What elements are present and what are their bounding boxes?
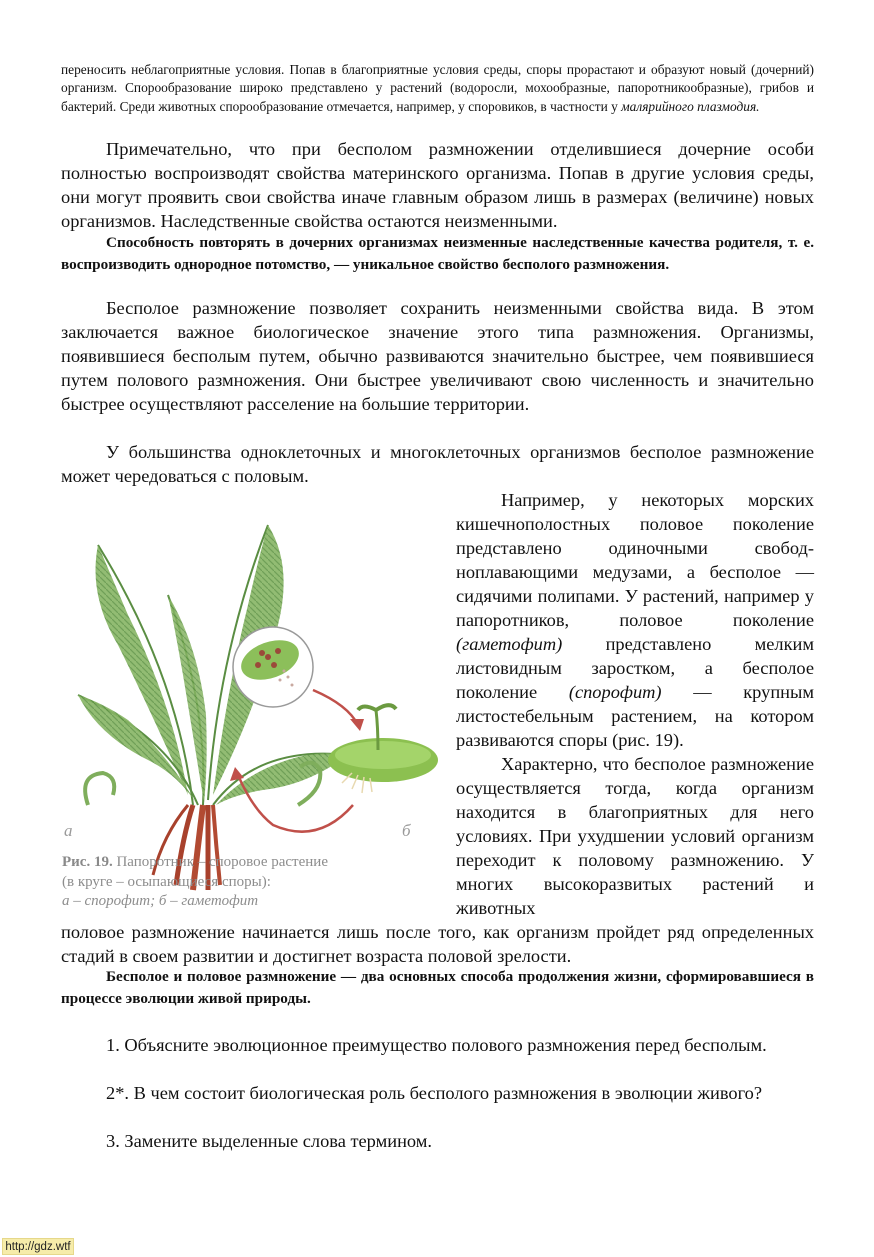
example-text-1: Например, у некоторых морских кишечнополостных половое поколение представлено одиночными свободноплавающими медузами, а бесполое — сидячими полипами. У растений, например у папоротников, половое поколение	[456, 490, 814, 630]
intro-paragraph	[61, 61, 814, 116]
alternation-paragraph: У большинства одноклеточных и многоклеточных организмов бесполое размножение может чередоваться с половым.	[61, 442, 814, 486]
caption-line-1: Папоротник – споровое растение	[112, 854, 328, 870]
spore-circle	[233, 627, 313, 707]
question-2: 2*. В чем состоит биологическая роль бесполого размножения в эволюции живого?	[106, 1083, 763, 1103]
heredity-paragraph: Примечательно, что при бесполом размножении отделившиеся дочерние особи полностью воспроизводят свойства материнского организма. Попав в другие условия среды, они могут проявить свои свойства иначе главным образом лишь в размерах (величине) новых организмов. Наследственные свойства остаются неизменными.	[61, 139, 814, 231]
question-1: 1. Объясните эволюционное преимущество полового размножения перед бесполым.	[106, 1035, 767, 1055]
bold-conclusion: Бесполое и половое размножение — два основных способа продолжения жизни, сформировавшиеся в процессе эволюции живой природы.	[61, 968, 814, 1007]
figure-label-b: б	[402, 821, 411, 840]
intro-italic-term: малярийного плазмодия.	[621, 98, 760, 114]
conditions-paragraph-full: половое размножение начинается лишь после того, как организм пройдет ряд определенных стадий в своем развитии и достигнет возраста половой зрелости.	[61, 922, 814, 966]
term-sporophyte: (спорофит)	[568, 682, 662, 702]
conditions-paragraph-right: Характерно, что бесполое размножение осуществляется тогда, когда организм находится в благоприятных для него условиях. При ухудшении условий организм переходит к половому размножению. У многих высокоразвитых растений и животных	[456, 754, 814, 918]
bold-definition: Способность повторять в дочерних организмах неизменные наследственные качества родителя, т. е. воспроизводить однородное потомство, — уникальное свойство бесполого размножения.	[61, 234, 814, 273]
caption-line-2: (в круге – осыпающиеся споры):	[62, 873, 271, 890]
significance-paragraph: Бесполое размножение позволяет сохранить неизменными свойства вида. В этом заключается важное биологическое значение этого типа размножения. Организмы, появившиеся бесполым путем, обычно развиваются значительно быстрее, чем появившиеся путем полового размножения. Они быстрее увеличивают свою численность и значительно быстрее осуществляют расселение на большие территории.	[61, 298, 814, 414]
figure-caption	[62, 853, 440, 912]
source-link[interactable]: http://gdz.wtf	[2, 1238, 74, 1255]
question-3: 3. Замените выделенные слова термином.	[106, 1131, 433, 1151]
gametophyte	[328, 705, 438, 793]
caption-line-3: а – спорофит; б – гаметофит	[62, 893, 259, 909]
example-text-2: представлено мелким листовидным заростком, а бесполое поколение	[456, 634, 814, 702]
term-gametophyte: (гаметофит)	[456, 634, 563, 654]
intro-text: переносить неблагоприятные условия. Попав в благоприятные условия среды, споры прорастают и образуют новый (дочерний) организм. Спорообразование широко представлено у растений (водоросли, мохообразные, папоротникообразные), грибов и бактерий. Среди животных спорообразование отмечается, например, у споровиков, в частности у	[61, 62, 814, 114]
caption-number: Рис. 19.	[62, 854, 113, 870]
example-paragraph	[456, 488, 814, 752]
example-text-3: — крупным листостебельным растением, на котором развиваются споры (рис. 19).	[456, 682, 814, 750]
sporophyte-fern	[78, 525, 348, 890]
figure-label-a: а	[64, 821, 73, 840]
